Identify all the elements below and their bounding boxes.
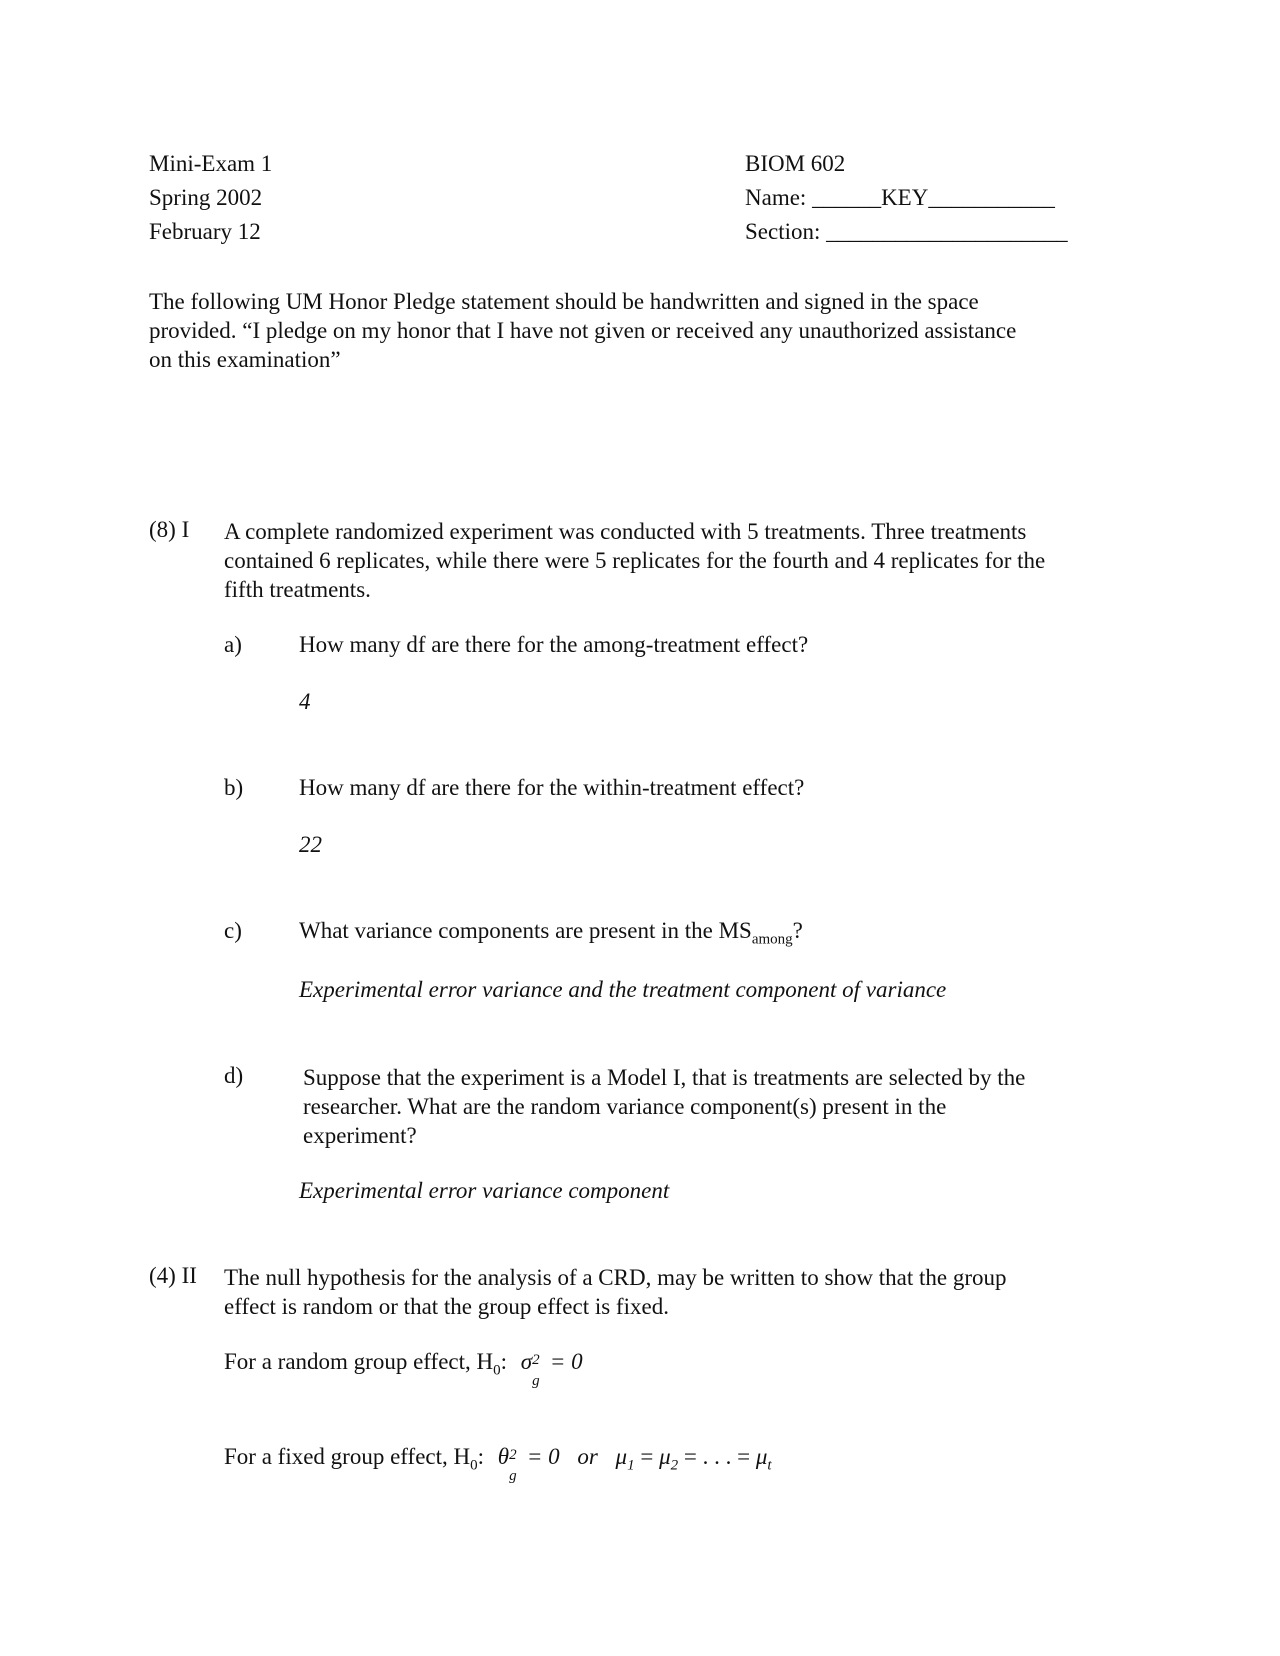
section-label: Section: — [745, 219, 821, 244]
h-subscript: 0 — [470, 1457, 478, 1474]
part-d-question — [303, 1063, 1025, 1150]
question-2-text — [224, 1263, 1007, 1321]
question-line: experiment? — [303, 1123, 417, 1148]
question-1-number: (8) I — [149, 517, 190, 542]
random-rhs: = 0 — [544, 1349, 583, 1374]
part-c-question-text: What variance components are present in the MS — [299, 918, 752, 943]
part-a-answer: 4 — [299, 689, 311, 714]
theta-symbol: θ — [497, 1444, 510, 1469]
question-line: effect is random or that the group effect is fixed. — [224, 1294, 669, 1319]
name-line — [745, 185, 1055, 211]
mu-subscript-t: t — [767, 1457, 772, 1474]
ellipsis-equals: = . . . = — [678, 1444, 756, 1469]
part-a-question: How many df are there for the among-treatment effect? — [299, 632, 809, 657]
question-line: researcher. What are the random variance component(s) present in the — [303, 1094, 947, 1119]
question-line: Suppose that the experiment is a Model I, that is treatments are selected by the — [303, 1065, 1026, 1090]
mu-subscript-2: 2 — [670, 1457, 679, 1474]
exam-term: Spring 2002 — [149, 185, 263, 210]
name-label: Name: — [745, 185, 807, 210]
question-line: The null hypothesis for the analysis of a CRD, may be written to show that the group — [224, 1265, 1007, 1290]
part-a-letter: a) — [224, 632, 242, 657]
mu-symbol: μ — [615, 1444, 628, 1469]
random-effect-label: For a random group effect, H — [224, 1349, 494, 1374]
name-value: KEY — [881, 185, 929, 210]
name-blank: ______ — [812, 185, 882, 210]
question-line: fifth treatments. — [224, 577, 371, 602]
mu-symbol: μ — [659, 1444, 671, 1469]
name-blank-end: ___________ — [928, 185, 1055, 210]
part-b-question: How many df are there for the within-treatment effect? — [299, 775, 805, 800]
fixed-effect-label: For a fixed group effect, H — [224, 1444, 471, 1469]
mu-symbol: μ — [755, 1444, 768, 1469]
pledge-line: on this examination” — [149, 347, 341, 372]
subscript: g — [532, 1373, 540, 1389]
sigma-symbol: σ — [520, 1349, 533, 1374]
or-word: or — [577, 1444, 598, 1469]
part-c-question — [299, 918, 803, 949]
part-c-letter: c) — [224, 918, 242, 943]
part-d-letter: d) — [224, 1063, 244, 1088]
fixed-eq: = 0 — [521, 1444, 560, 1469]
ms-subscript: among — [751, 931, 793, 948]
question-2-number: (4) II — [149, 1263, 197, 1288]
section-blank: _____________________ — [826, 219, 1068, 244]
part-b-letter: b) — [224, 775, 244, 800]
section-line — [745, 219, 1068, 245]
colon: : — [477, 1444, 484, 1469]
fixed-effect-hypothesis — [224, 1444, 772, 1484]
pledge-line: The following UM Honor Pledge statement should be handwritten and signed in the space — [149, 289, 979, 314]
question-line: contained 6 replicates, while there were 5 replicates for the fourth and 4 replicates for the — [224, 548, 1046, 573]
honor-pledge — [149, 287, 1016, 374]
exam-date: February 12 — [149, 219, 261, 244]
course-code: BIOM 602 — [745, 151, 846, 176]
superscript: 2 — [532, 1352, 540, 1368]
part-b-answer: 22 — [299, 832, 322, 857]
equals: = — [634, 1444, 660, 1469]
question-line: A complete randomized experiment was conducted with 5 treatments. Three treatments — [224, 519, 1027, 544]
random-effect-hypothesis — [224, 1349, 583, 1389]
pledge-line: provided. “I pledge on my honor that I have not given or received any unauthorized assistance — [149, 318, 1017, 343]
h-subscript: 0 — [493, 1362, 501, 1379]
exam-title: Mini-Exam 1 — [149, 151, 273, 176]
part-c-answer: Experimental error variance and the treatment component of variance — [299, 977, 947, 1002]
colon: : — [500, 1349, 507, 1374]
part-d-answer: Experimental error variance component — [299, 1178, 670, 1203]
question-1-text — [224, 517, 1045, 604]
mu-subscript-1: 1 — [627, 1457, 635, 1474]
superscript: 2 — [509, 1447, 517, 1463]
part-c-question-mark: ? — [792, 918, 803, 943]
subscript: g — [509, 1468, 517, 1484]
